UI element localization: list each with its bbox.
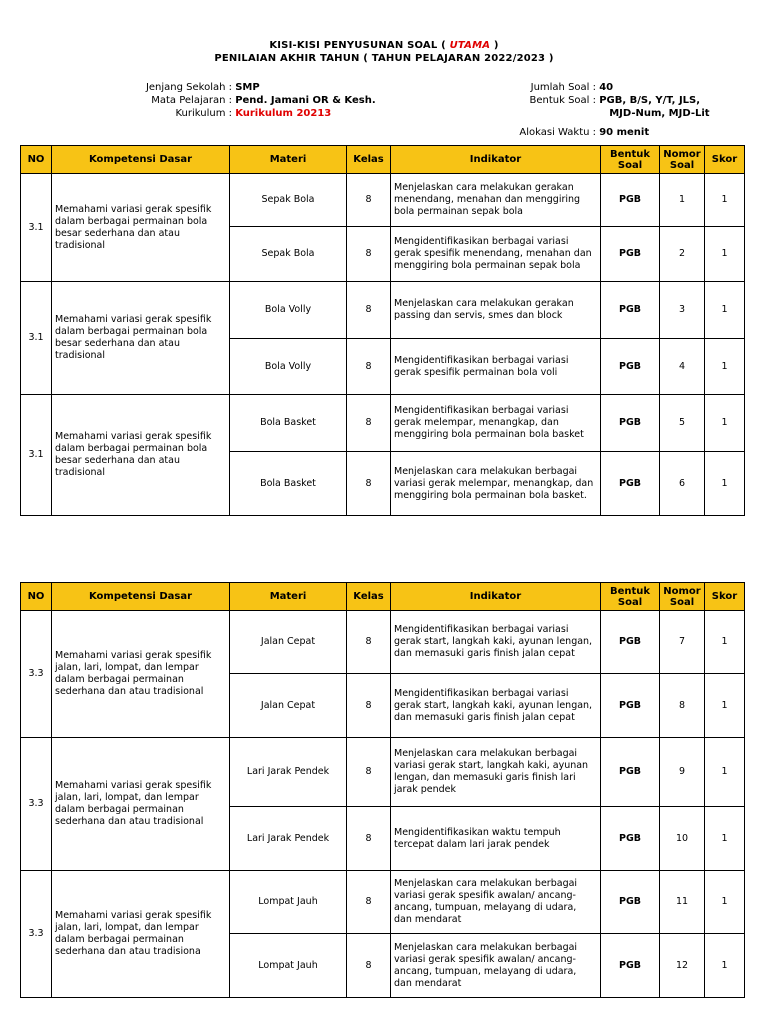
cell-nomor-soal: 12 [660,934,705,998]
cell-kompetensi-dasar: Memahami variasi gerak spesifik jalan, lari, lompat, dan lempar dalam berbagai permainan sederhana dan atau tradisional [52,611,230,738]
info-jenjang [100,81,376,94]
cell-bentuk-soal: PGB [601,674,660,738]
cell-kelas: 8 [347,339,391,395]
cell-kelas: 8 [347,871,391,934]
cell-materi: Sepak Bola [230,227,347,282]
cell-kompetensi-dasar: Memahami variasi gerak spesifik jalan, lari, lompat, dan lempar dalam berbagai permainan sederhana dan atau tradisiona [52,871,230,998]
cell-bentuk-soal: PGB [601,738,660,807]
cell-skor: 1 [705,339,745,395]
col-header-skor: Skor [705,146,745,174]
cell-materi: Lompat Jauh [230,871,347,934]
info-mapel [100,94,376,107]
cell-materi: Lari Jarak Pendek [230,807,347,871]
cell-kelas: 8 [347,934,391,998]
cell-kelas: 8 [347,395,391,452]
info-value: Pend. Jamani OR & Kesh. [235,95,376,106]
kisi-table-1 [20,145,745,516]
cell-skor: 1 [705,227,745,282]
cell-kelas: 8 [347,738,391,807]
info-alokasi [480,126,710,139]
cell-nomor-soal: 4 [660,339,705,395]
cell-indikator: Menjelaskan cara melakukan berbagai variasi gerak spesifik awalan/ ancang-ancang, tumpuan, melayang di udara, dan mendarat [391,871,601,934]
cell-skor: 1 [705,807,745,871]
col-header-bentuk: Bentuk Soal [601,146,660,174]
cell-skor: 1 [705,452,745,516]
cell-nomor-soal: 1 [660,174,705,227]
cell-nomor-soal: 5 [660,395,705,452]
info-bentuk [480,94,710,107]
cell-kompetensi-dasar: Memahami variasi gerak spesifik dalam berbagai permainan bola besar sederhana dan atau tradisional [52,282,230,395]
cell-indikator: Mengidentifikasikan berbagai variasi gerak spesifik menendang, menahan dan menggiring bola permainan sepak bola [391,227,601,282]
col-header-nomor: Nomor Soal [660,583,705,611]
cell-bentuk-soal: PGB [601,871,660,934]
cell-nomor-soal: 9 [660,738,705,807]
cell-materi: Jalan Cepat [230,674,347,738]
table-row [21,395,745,452]
cell-bentuk-soal: PGB [601,339,660,395]
cell-bentuk-soal: PGB [601,611,660,674]
cell-indikator: Menjelaskan cara melakukan berbagai variasi gerak start, langkah kaki, ayunan lengan, dan memasuki garis finish lari jarak pendek [391,738,601,807]
cell-kompetensi-dasar: Memahami variasi gerak spesifik dalam berbagai permainan bola besar sederhana dan atau tradisional [52,395,230,516]
cell-kelas: 8 [347,452,391,516]
col-header-no: NO [21,583,52,611]
cell-nomor-soal: 8 [660,674,705,738]
cell-no: 3.3 [21,738,52,871]
table-row [21,174,745,227]
cell-indikator: Mengidentifikasikan berbagai variasi gerak start, langkah kaki, ayunan lengan, dan memasuki garis finish jalan cepat [391,674,601,738]
document-subtitle: PENILAIAN AKHIR TAHUN ( TAHUN PELAJARAN 2022/2023 ) [214,53,554,64]
table-row [21,611,745,674]
cell-materi: Bola Basket [230,395,347,452]
info-bentuk-cont [480,107,710,120]
cell-materi: Sepak Bola [230,174,347,227]
cell-no: 3.1 [21,282,52,395]
cell-kompetensi-dasar: Memahami variasi gerak spesifik jalan, lari, lompat, dan lempar dalam berbagai permainan sederhana dan atau tradisional [52,738,230,871]
cell-bentuk-soal: PGB [601,227,660,282]
cell-no: 3.3 [21,871,52,998]
col-header-kelas: Kelas [347,146,391,174]
cell-bentuk-soal: PGB [601,395,660,452]
col-header-no: NO [21,146,52,174]
col-header-kd: Kompetensi Dasar [52,583,230,611]
cell-no: 3.1 [21,395,52,516]
cell-skor: 1 [705,738,745,807]
table-row [21,282,745,339]
document-title [0,40,768,51]
info-value: 40 [599,82,614,93]
info-right [480,81,710,139]
cell-bentuk-soal: PGB [601,452,660,516]
col-header-kd: Kompetensi Dasar [52,146,230,174]
cell-materi: Bola Volly [230,339,347,395]
cell-nomor-soal: 2 [660,227,705,282]
info-jumlah [480,81,710,94]
cell-indikator: Menjelaskan cara melakukan gerakan menendang, menahan dan menggiring bola permainan sepak bola [391,174,601,227]
table-row [21,871,745,934]
info-value: SMP [235,82,260,93]
cell-skor: 1 [705,871,745,934]
info-value: Kurikulum 20213 [235,108,332,119]
info-value: MJD-Num, MJD-Lit [609,108,710,119]
info-label: Mata Pelajaran : [151,95,232,106]
title-suffix: ) [493,40,499,51]
info-label: Alokasi Waktu : [519,127,596,138]
cell-bentuk-soal: PGB [601,174,660,227]
cell-materi: Bola Volly [230,282,347,339]
cell-indikator: Mengidentifikasikan berbagai variasi gerak melempar, menangkap, dan menggiring bola permainan bola basket [391,395,601,452]
cell-nomor-soal: 6 [660,452,705,516]
info-kurikulum [100,107,376,120]
cell-indikator: Mengidentifikasikan waktu tempuh tercepat dalam lari jarak pendek [391,807,601,871]
cell-nomor-soal: 11 [660,871,705,934]
cell-materi: Lompat Jauh [230,934,347,998]
col-header-materi: Materi [230,583,347,611]
info-label: Jenjang Sekolah : [145,82,232,93]
cell-nomor-soal: 10 [660,807,705,871]
col-header-materi: Materi [230,146,347,174]
cell-no: 3.1 [21,174,52,282]
col-header-skor: Skor [705,583,745,611]
cell-skor: 1 [705,395,745,452]
cell-kelas: 8 [347,807,391,871]
cell-nomor-soal: 7 [660,611,705,674]
cell-kelas: 8 [347,174,391,227]
cell-kompetensi-dasar: Memahami variasi gerak spesifik dalam berbagai permainan bola besar sederhana dan atau tradisional [52,174,230,282]
kisi-table-2 [20,582,745,998]
title-emphasis: UTAMA [449,40,491,51]
cell-materi: Lari Jarak Pendek [230,738,347,807]
info-left [100,81,376,120]
cell-kelas: 8 [347,674,391,738]
col-header-kelas: Kelas [347,583,391,611]
cell-indikator: Menjelaskan cara melakukan gerakan passing dan servis, smes dan block [391,282,601,339]
cell-indikator: Menjelaskan cara melakukan berbagai variasi gerak spesifik awalan/ ancang-ancang, tumpuan, melayang di udara, dan mendarat [391,934,601,998]
cell-kelas: 8 [347,227,391,282]
info-label: Bentuk Soal : [529,95,596,106]
cell-nomor-soal: 3 [660,282,705,339]
info-value: PGB, B/S, Y/T, JLS, [599,95,701,106]
cell-skor: 1 [705,674,745,738]
col-header-nomor: Nomor Soal [660,146,705,174]
cell-bentuk-soal: PGB [601,282,660,339]
cell-skor: 1 [705,282,745,339]
info-label: Jumlah Soal : [530,82,596,93]
info-label: Kurikulum : [175,108,232,119]
cell-kelas: 8 [347,282,391,339]
cell-no: 3.3 [21,611,52,738]
cell-kelas: 8 [347,611,391,674]
cell-skor: 1 [705,174,745,227]
col-header-indikator: Indikator [391,583,601,611]
table-row [21,738,745,807]
col-header-bentuk: Bentuk Soal [601,583,660,611]
cell-indikator: Menjelaskan cara melakukan berbagai variasi gerak melempar, menangkap, dan menggiring bola permainan bola basket. [391,452,601,516]
title-prefix: KISI-KISI PENYUSUNAN SOAL ( [269,40,446,51]
table-header-row [21,583,745,611]
cell-skor: 1 [705,934,745,998]
cell-bentuk-soal: PGB [601,807,660,871]
cell-indikator: Mengidentifikasikan berbagai variasi gerak spesifik permainan bola voli [391,339,601,395]
table-header-row [21,146,745,174]
cell-skor: 1 [705,611,745,674]
info-value: 90 menit [599,127,650,138]
cell-materi: Jalan Cepat [230,611,347,674]
cell-bentuk-soal: PGB [601,934,660,998]
cell-materi: Bola Basket [230,452,347,516]
col-header-indikator: Indikator [391,146,601,174]
cell-indikator: Mengidentifikasikan berbagai variasi gerak start, langkah kaki, ayunan lengan, dan memasuki garis finish jalan cepat [391,611,601,674]
